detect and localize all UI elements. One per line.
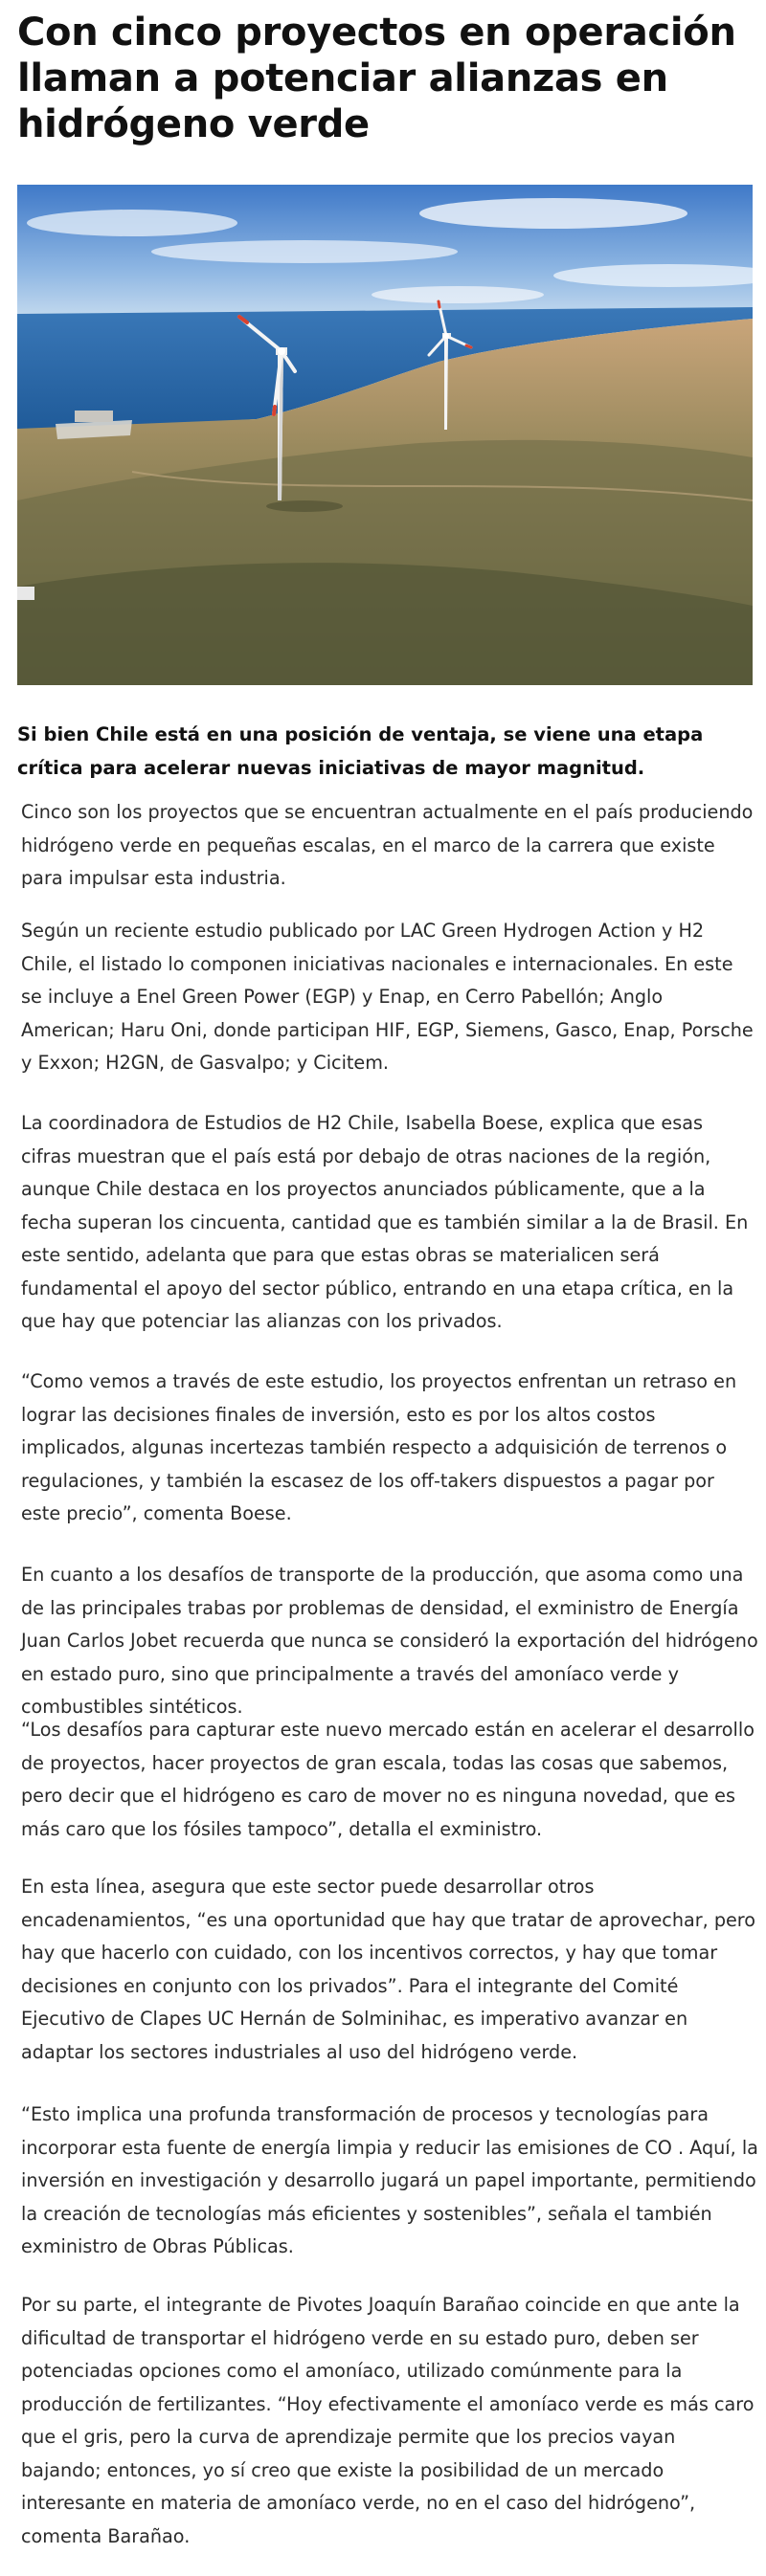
article-paragraph-4: “Como vemos a través de este estudio, los proyectos enfrentan un retraso en lograr las decisiones finales de inversión, esto es por los altos costos implicados, algunas incertezas también respecto a adquisición de terrenos o regulaciones, y también la escasez de los off-takers dispuestos a pagar por este precio”, comenta Boese. [21, 1370, 737, 1524]
article-paragraph-8: “Esto implica una profunda transformación de procesos y tecnologías para incorporar esta fuente de energía limpia y reducir las emisiones de CO . Aquí, la inversión en investigación y desarrollo jugará un papel importante, permitiendo la creación de tecnologías más eficientes y sostenibles”, señala el también exministro de Obras Públicas. [21, 2103, 758, 2257]
article-paragraph-6: “Los desafíos para capturar este nuevo mercado están en acelerar el desarrollo de proyectos, hacer proyectos de gran escala, todas las cosas que sabemos, pero decir que el hidrógeno es caro de mover no es ninguna novedad, que es más caro que los fósiles tampoco”, detalla el exministro. [21, 1719, 755, 1840]
article-paragraph-1: Cinco son los proyectos que se encuentran actualmente en el país produciendo hidrógeno verde en pequeñas escalas, en el marco de la carrera que existe para impulsar esta industria. [21, 801, 754, 889]
article-lead: Si bien Chile está en una posición de ventaja, se viene una etapa crítica para acelerar nuevas iniciativas de mayor magnitud. [17, 723, 704, 779]
article-title: Con cinco proyectos en operación llaman a potenciar alianzas en hidrógeno verde [17, 11, 736, 146]
article-paragraph-3: La coordinadora de Estudios de H2 Chile, Isabella Boese, explica que esas cifras muestran que el país está por debajo de otras naciones de la región, aunque Chile destaca en los proyectos anunciados públicamente, que a la fecha superan los cincuenta, cantidad que es también similar a la de Brasil. En este sentido, adelanta que para que estas obras se materialicen será fundamental el apoyo del sector público, entrando en una etapa crítica, en la que hay que potenciar las alianzas con los privados. [21, 1112, 749, 1332]
article-paragraph-2: Según un reciente estudio publicado por LAC Green Hydrogen Action y H2 Chile, el listado lo componen iniciativas nacionales e internacionales. En este se incluye a Enel Green Power (EGP) y Enap, en Cerro Pabellón; Anglo American; Haru Oni, donde participan HIF, EGP, Siemens, Gasco, Enap, Porsche y Exxon; H2GN, de Gasvalpo; y Cicitem. [21, 920, 754, 1074]
article-paragraph-7: En esta línea, asegura que este sector puede desarrollar otros encadenamientos, “es una oportunidad que hay que tratar de aprovechar, pero hay que hacerlo con cuidado, con los incentivos correctos, y hay que tomar decisiones en conjunto con los privados”. Para el integrante del Comité Ejecutivo de Clapes UC Hernán de Solminihac, es imperativo avanzar en adaptar los sectores industriales al uso del hidrógeno verde. [21, 1876, 756, 2063]
sky [17, 185, 753, 328]
hero-photo-wind-turbines [17, 185, 753, 685]
article-paragraph-9: Por su parte, el integrante de Pivotes Joaquín Barañao coincide en que ante la dificultad de transportar el hidrógeno verde en su estado puro, deben ser potenciadas opciones como el amoníaco, utilizado comúnmente para la producción de fertilizantes. “Hoy efectivamente el amoníaco verde es más caro que el gris, pero la curva de aprendizaje permite que los precios vayan bajando; entonces, yo sí creo que existe la posibilidad de un mercado interesante en materia de amoníaco verde, no en el caso del hidrógeno”, comenta Barañao. [21, 2294, 755, 2547]
article-paragraph-5: En cuanto a los desafíos de transporte de la producción, que asoma como una de las principales trabas por problemas de densidad, el exministro de Energía Juan Carlos Jobet recuerda que nunca se consideró la exportación del hidrógeno en estado puro, sino que principalmente a través del amoníaco verde y combustibles sintéticos. [21, 1564, 758, 1718]
